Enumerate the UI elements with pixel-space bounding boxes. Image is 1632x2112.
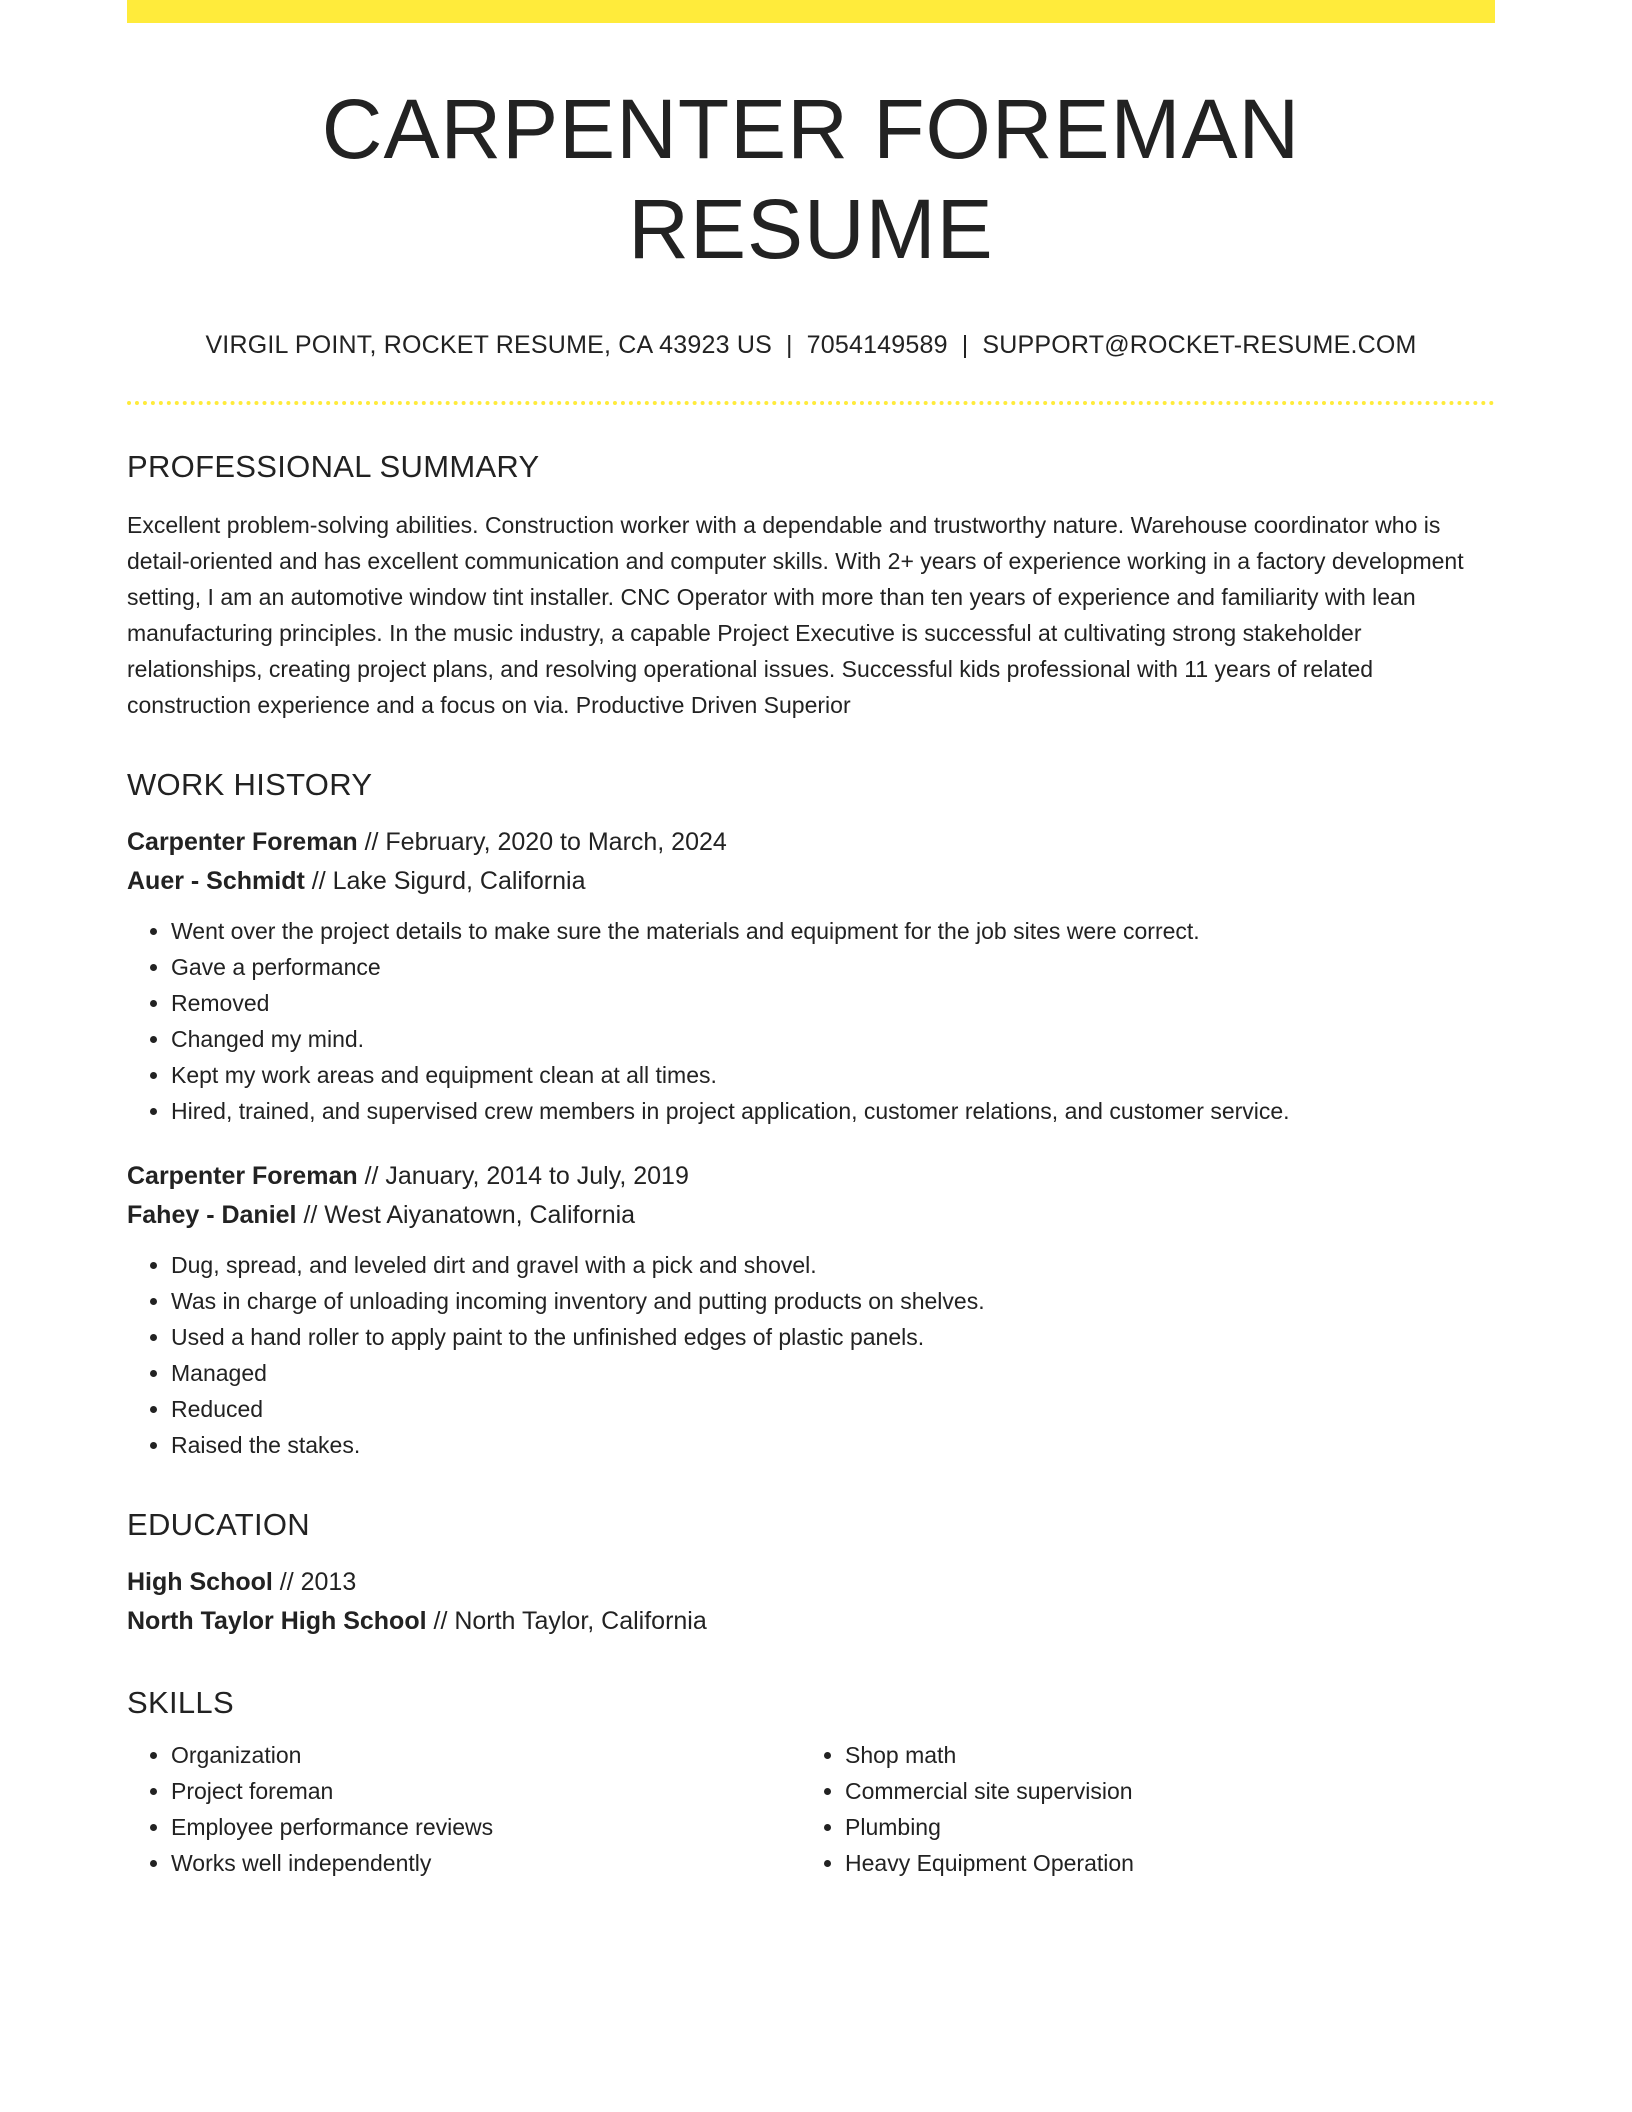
job-bullet: • Raised the stakes. <box>171 1427 1495 1463</box>
summary-text: Excellent problem-solving abilities. Construction worker with a dependable and trustworthy nature. Warehouse coordinator who is detail-oriented and has excellent communication and computer skills. With 2+ years of experience working in a factory development setting, I am an automotive window tint installer. CNC Operator with more than ten years of experience and familiarity with lean manufacturing principles. In the music industry, a capable Project Executive is successful at cultivating strong stakeholder relationships, creating project plans, and resolving operational issues. Successful kids professional with 11 years of related construction experience and a focus on via. Productive Driven Superior <box>127 512 1464 718</box>
job-bullet: • Gave a performance <box>171 949 1495 985</box>
job-bullet: • Managed <box>171 1355 1495 1391</box>
job-entry <box>127 1157 1495 1463</box>
education-school: North Taylor High School <box>127 1607 427 1635</box>
job-bullet: • Used a hand roller to apply paint to the unfinished edges of plastic panels. <box>171 1319 1495 1355</box>
job-title: Carpenter Foreman <box>127 1162 358 1190</box>
dotted-divider <box>127 401 1495 405</box>
job-title-line <box>127 1157 1495 1196</box>
education-location: // North Taylor, California <box>426 1607 707 1635</box>
job-company: Fahey - Daniel <box>127 1201 297 1229</box>
job-company: Auer - Schmidt <box>127 867 305 895</box>
skills-grid <box>127 1737 1495 1881</box>
job-title: Carpenter Foreman <box>127 828 358 856</box>
summary-heading: PROFESSIONAL SUMMARY <box>127 449 540 484</box>
skill-item: • Commercial site supervision <box>845 1773 1475 1809</box>
job-bullet: • Removed <box>171 985 1495 1021</box>
skills-column-right <box>801 1737 1475 1881</box>
job-bullet: • Changed my mind. <box>171 1021 1495 1057</box>
skill-item: • Organization <box>171 1737 801 1773</box>
contact-email: SUPPORT@ROCKET-RESUME.COM <box>982 331 1417 359</box>
skills-column-left <box>127 1737 801 1881</box>
job-company-line <box>127 862 1495 901</box>
job-location: // Lake Sigurd, California <box>304 867 586 895</box>
contact-line <box>127 329 1495 361</box>
education-degree-line <box>127 1563 1495 1602</box>
work-history-heading: WORK HISTORY <box>127 767 373 802</box>
job-bullet: • Went over the project details to make sure the materials and equipment for the job sites were correct. <box>171 913 1495 949</box>
education-heading: EDUCATION <box>127 1507 310 1542</box>
skill-item: • Heavy Equipment Operation <box>845 1845 1475 1881</box>
skill-item: • Works well independently <box>171 1845 801 1881</box>
education-degree: High School <box>127 1568 273 1596</box>
skills-list <box>127 1737 801 1881</box>
job-entry <box>127 823 1495 1129</box>
job-bullet: • Was in charge of unloading incoming inventory and putting products on shelves. <box>171 1283 1495 1319</box>
job-bullet: • Dug, spread, and leveled dirt and gravel with a pick and shovel. <box>171 1247 1495 1283</box>
resume-page <box>127 0 1495 1881</box>
skill-item: • Shop math <box>845 1737 1475 1773</box>
resume-title: CARPENTER FOREMAN RESUME <box>321 82 1301 276</box>
job-dates: // January, 2014 to July, 2019 <box>357 1162 689 1190</box>
contact-separator: | <box>785 331 793 359</box>
job-bullets <box>127 913 1495 1129</box>
job-title-line <box>127 823 1495 862</box>
contact-separator: | <box>961 331 969 359</box>
skills-list <box>801 1737 1475 1881</box>
skill-item: • Plumbing <box>845 1809 1475 1845</box>
job-bullet: • Hired, trained, and supervised crew members in project application, customer relations, and customer service. <box>171 1093 1495 1129</box>
job-company-line <box>127 1196 1495 1235</box>
skills-heading: SKILLS <box>127 1685 234 1720</box>
job-bullet: • Kept my work areas and equipment clean at all times. <box>171 1057 1495 1093</box>
job-bullet: • Reduced <box>171 1391 1495 1427</box>
job-location: // West Aiyanatown, California <box>296 1201 636 1229</box>
contact-address: VIRGIL POINT, ROCKET RESUME, CA 43923 US <box>205 331 772 359</box>
skill-item: • Employee performance reviews <box>171 1809 801 1845</box>
skill-item: • Project foreman <box>171 1773 801 1809</box>
job-bullets <box>127 1247 1495 1463</box>
top-accent-bar <box>127 0 1495 23</box>
education-entry <box>127 1563 1495 1641</box>
contact-phone: 7054149589 <box>806 331 948 359</box>
education-year: // 2013 <box>272 1568 357 1596</box>
education-school-line <box>127 1602 1495 1641</box>
job-dates: // February, 2020 to March, 2024 <box>357 828 727 856</box>
